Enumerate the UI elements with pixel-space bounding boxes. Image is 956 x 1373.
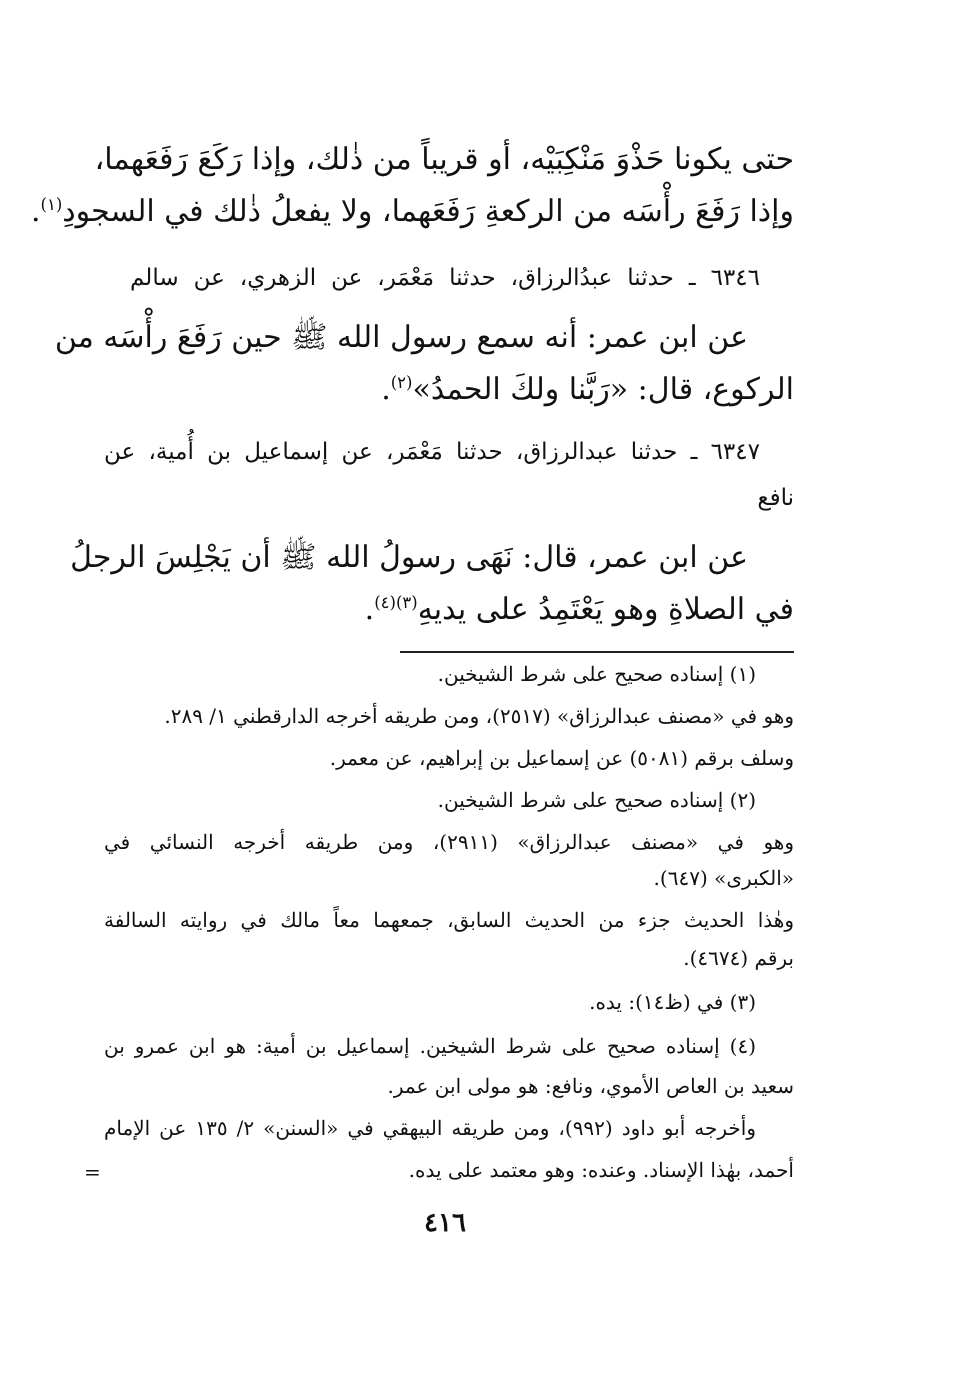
footnote-line-8 (104, 944, 794, 972)
footnote-line-9 (104, 988, 756, 1016)
footnote-line-3-text: وسلف برقم (٥٠٨١) عن إسماعيل بن إبراهيم، عن معمر. (329, 746, 794, 770)
footnote-line-10-text: (٤) إسناده صحيح على شرط الشيخين. إسماعيل بن أمية: هو ابن عمرو بن (104, 1034, 756, 1058)
footnote-line-7-text: وهٰذا الحديث جزء من الحديث السابق، جمعهما معاً مالك في روايته السالفة (104, 908, 794, 932)
footnote-line-8-text: برقم (٤٦٧٤). (683, 946, 794, 970)
footnote-line-4-text: (٢) إسناده صحيح على شرط الشيخين. (437, 788, 756, 812)
footnote-line-5-text: وهو في «مصنف عبدالرزاق» (٢٩١١)، ومن طريقه أخرجه النسائي في (104, 830, 794, 854)
footnote-ref-3-4: (٣)(٤) (374, 593, 418, 612)
footnote-line-3 (104, 744, 794, 772)
footnote-line-12 (104, 1114, 756, 1142)
main-text-line-1 (94, 140, 794, 180)
page-number: ٤١٦ (424, 1208, 466, 1238)
continuation-mark: = (84, 1160, 101, 1184)
hadith-6346-matn-line-1-text: عن ابن عمر: أنه سمع رسول الله ﷺ حين رَفَعَ رأْسَه من (54, 320, 748, 355)
footnote-line-11-text: سعيد بن العاص الأموي، ونافع: هو مولى ابن عمر. (387, 1074, 794, 1098)
footnote-line-9-text: (٣) في (ظ١٤): يده. (589, 990, 756, 1014)
hadith-6347-matn-line-2 (104, 590, 794, 630)
footnote-line-12-text: وأخرجه أبو داود (٩٩٢)، ومن طريقه البيهقي في «السنن» ٢/ ١٣٥ عن الإمام (104, 1116, 756, 1140)
hadith-6347-matn-line-1-text: عن ابن عمر، قال: نَهَى رسولُ الله ﷺ أن يَجْلِسَ الرجلُ (70, 540, 748, 575)
hadith-6346-matn-line-2 (104, 370, 794, 410)
hadith-6346-matn-line-2-text: الركوع، قال: «رَبَّنا ولكَ الحمدُ» (412, 372, 794, 407)
footnote-line-6 (104, 864, 794, 892)
hadith-6347-matn-line-1 (70, 538, 748, 578)
hadith-6346-matn-line-2-end: . (381, 372, 391, 407)
footnote-line-2 (104, 702, 794, 730)
hadith-6347-matn-line-2-end: . (364, 592, 375, 627)
footnote-line-5 (104, 828, 794, 856)
footnote-separator (400, 651, 794, 653)
footnote-ref-1: (١) (40, 195, 63, 214)
hadith-6347-isnad-line-1 (104, 436, 760, 468)
main-text-line-2-text: وإذا رَفَعَ رأْسَه من الركعةِ رَفَعَهما، ولا يفعلُ ذٰلك في السجودِ (62, 194, 794, 229)
footnote-line-7 (104, 906, 794, 934)
main-text-line-2 (31, 192, 794, 232)
footnote-line-13-text: أحمد، بهٰذا الإسناد. وعنده: وهو معتمد على يده. (408, 1158, 794, 1182)
footnote-line-10 (104, 1032, 756, 1060)
footnote-line-4 (104, 786, 756, 814)
hadith-6346-matn-line-1 (54, 318, 748, 358)
hadith-6347-matn-line-2-text: في الصلاةِ وهو يَعْتَمِدُ على يديهِ (417, 592, 794, 627)
hadith-6346-isnad-text: ٦٣٤٦ ـ حدثنا عبدُالرزاق، حدثنا مَعْمَر، عن الزهري، عن سالم (130, 265, 760, 291)
footnote-line-13 (104, 1156, 794, 1184)
footnote-line-6-text: «الكبرى» (٦٤٧). (653, 866, 794, 890)
footnote-line-11 (104, 1072, 794, 1100)
hadith-6346-isnad (130, 262, 760, 294)
footnote-line-1 (104, 660, 756, 688)
hadith-6347-isnad-line-2 (104, 482, 794, 514)
hadith-6347-isnad-line-2-text: نافع (757, 485, 794, 511)
main-text-line-1-text: حتى يكونا حَذْوَ مَنْكِبَيْه، أو قريباً من ذٰلك، وإذا رَكَعَ رَفَعَهما، (94, 142, 794, 177)
footnote-ref-2: (٢) (390, 373, 413, 392)
main-text-line-2-end: . (31, 194, 41, 229)
footnote-line-2-text: وهو في «مصنف عبدالرزاق» (٢٥١٧)، ومن طريقه أخرجه الدارقطني ١/ ٢٨٩. (164, 704, 794, 728)
footnote-line-1-text: (١) إسناده صحيح على شرط الشيخين. (437, 662, 756, 686)
hadith-6347-isnad-line-1-text: ٦٣٤٧ ـ حدثنا عبدالرزاق، حدثنا مَعْمَر، عن إسماعيل بن أُمية، عن (104, 439, 760, 465)
